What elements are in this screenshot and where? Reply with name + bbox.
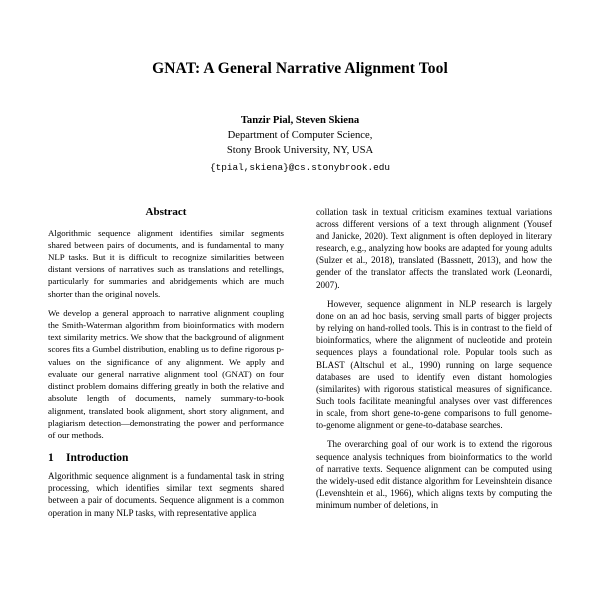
body-paragraph: Algorithmic sequence alignment is a fundamental task in string processing, which identifies similar text segments shared between a pair of documents. Sequence alignment is a common operation in many NLP tasks, with representative applica: [48, 471, 284, 518]
affiliation-line-1: Department of Computer Science,: [227, 129, 373, 141]
author-list: Tanzir Pial, Steven Skiena: [240, 114, 360, 126]
left-column: [48, 206, 284, 519]
page-title: GNAT: A General Narrative Alignment Tool: [152, 60, 448, 77]
title-block: [48, 0, 552, 175]
abstract-paragraph: We develop a general approach to narrative alignment coupling the Smith-Waterman algorithm from bioinformatics with modern text similarity metrics. We show that the background of alignment scores fits a Gumbel distribution, enabling us to define rigorous p-values on the significance of any alignment. We apply and evaluate our general narrative alignment tool (GNAT) on four distinct problem domains differing greatly in both the relative and absolute length of documents, namely summary-to-book alignment, translated book alignment, short story alignment, and plagiarism detection—demonstrating the power and performance of our methods.: [48, 307, 284, 440]
right-column: [316, 206, 552, 512]
body-paragraph: However, sequence alignment in NLP research is largely done on an ad hoc basis, serving small parts of bigger projects by relying on hand-rolled tools. This is in contrast to the field of bioinformatics, where the alignment of nucleotide and protein sequences plays a foundational role. Popular tools such as BLAST (Altschul et al., 1990) running on large sequence databases are used to identify even distant homologies (similarites) with rigorous statistical measures of significance. Such tools facilitate meaningful analyses over vast differences in scale, from short gene-to-gene comparisons to full genome-to-genome alignment or gene-to-database searches.: [316, 298, 552, 431]
body-paragraph: collation task in textual criticism examines textual variations across different versions of a text through alignment (Yousef and Janicke, 2020). Text alignment is often deployed in literary research, e.g., analyzing how books are adapted for young adults (Sulzer et al., 2018), translated (Bassnett, 2013), and how the gender of the translator affects the translated work (Leonardi, 2007).: [316, 206, 552, 290]
two-column-body: [48, 206, 552, 519]
author-email: {tpial,skiena}@cs.stonybrook.edu: [209, 161, 391, 173]
abstract-paragraph: Algorithmic sequence alignment identifies similar segments shared between pairs of documents, and is fundamental to many NLP tasks. But it is difficult to recognize similarities between distant versions of narratives such as translations and retellings, particularly for summaries and abridgements which are much shorter than the original novels.: [48, 227, 284, 299]
section-heading-introduction: [48, 452, 284, 464]
abstract-body: [48, 227, 284, 441]
abstract-heading: Abstract: [145, 205, 187, 218]
section-title: Introduction: [66, 452, 129, 465]
section-number: 1: [48, 452, 54, 465]
body-paragraph: The overarching goal of our work is to extend the rigorous sequence analysis techniques from bioinformatics to the world of narrative texts. Sequence alignment can be computed using the widely-used edit distance algorithm for Leveinshtein disance (Levenshtein et al., 1966), which aligns texts by computing the minimum number of deletions, in: [316, 439, 552, 511]
affiliation-line-2: Stony Brook University, NY, USA: [226, 145, 374, 157]
